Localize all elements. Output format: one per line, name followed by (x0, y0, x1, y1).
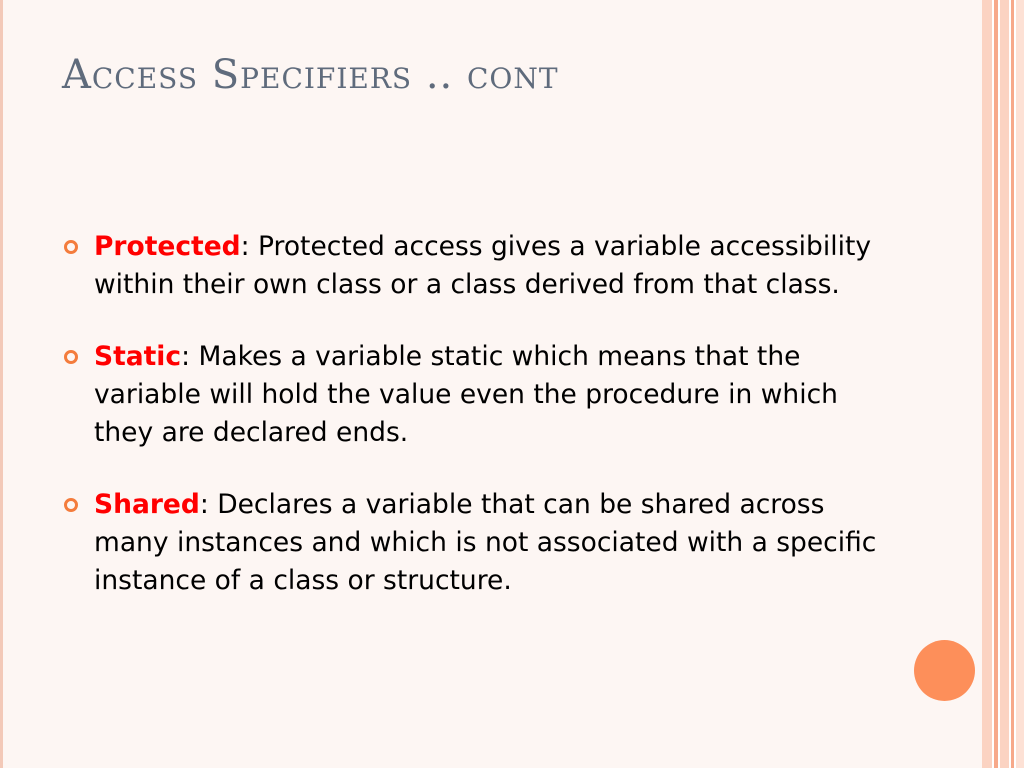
decorative-stripe (1016, 0, 1024, 768)
bullet-separator: : (199, 489, 209, 520)
decorative-stripe (982, 0, 992, 768)
ring-bullet-icon (64, 498, 78, 512)
bullet-list (62, 228, 892, 634)
bullet-item-static (62, 338, 892, 452)
bullet-text: Makes a variable static which means that the variable will hold the value even the procedure in which they are declared ends. (94, 341, 838, 448)
decorative-stripe (1000, 0, 1009, 768)
bullet-separator: : (181, 341, 191, 372)
bullet-item-shared (62, 486, 892, 600)
bullet-term: Static (94, 341, 182, 372)
ring-bullet-icon (64, 350, 78, 364)
bullet-text: Declares a variable that can be shared across many instances and which is not associated with a specific instance of a class or structure. (94, 489, 877, 596)
bullet-term: Shared (94, 489, 200, 520)
decorative-stripe (1011, 0, 1014, 768)
bullet-separator: : (240, 231, 250, 262)
bullet-text: Protected access gives a variable accessibility within their own class or a class derived from that class. (94, 231, 872, 300)
decorative-circle (914, 640, 975, 701)
ring-bullet-icon (64, 240, 78, 254)
slide-title: Access Specifiers .. cont (62, 52, 559, 98)
bullet-item-protected (62, 228, 892, 304)
bullet-term: Protected (94, 231, 241, 262)
decorative-stripe (994, 0, 998, 768)
